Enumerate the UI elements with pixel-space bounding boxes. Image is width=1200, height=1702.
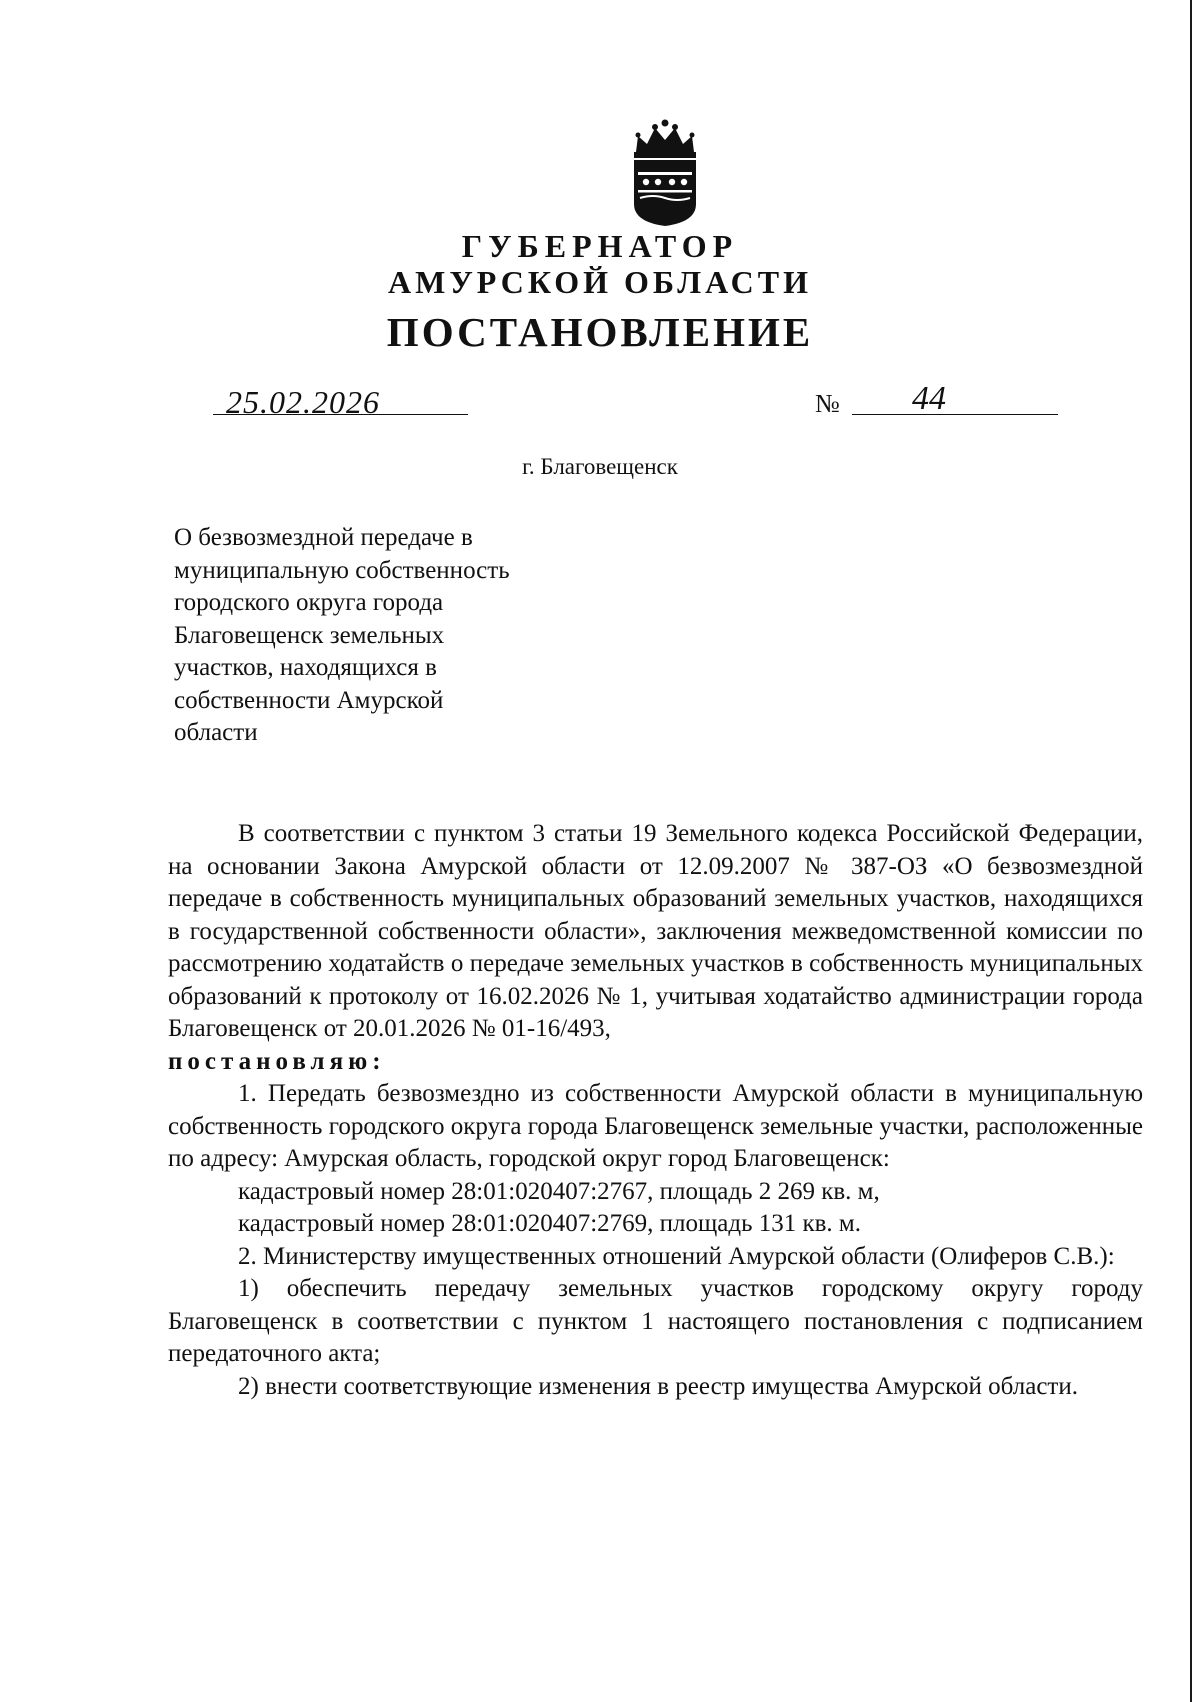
parcel-2-line: кадастровый номер 28:01:020407:2769, площадь 131 кв. м. <box>238 1210 861 1237</box>
number-underline <box>852 414 1058 415</box>
subject-line: Благовещенск земельных <box>174 621 445 649</box>
number-label: № <box>815 389 840 418</box>
subject-line: О безвозмездной передаче в <box>174 524 473 551</box>
amur-region-coat-of-arms-icon <box>628 118 702 228</box>
document-body <box>168 818 1143 1403</box>
document-number: 44 <box>912 380 946 417</box>
subject-line: городского округа города <box>174 589 444 616</box>
city-name: г. Благовещенск <box>522 454 678 479</box>
item-2-1-paragraph: 1) обеспечить передачу земельных участков городскому округу городу Благовещенск в соответствии с пунктом 1 настоящего постановления с подписанием передаточного акта; <box>168 1275 1143 1367</box>
issuer-title: ГУБЕРНАТОР <box>461 228 739 264</box>
date-underline <box>213 414 468 415</box>
preamble-paragraph: В соответствии с пунктом 3 статьи 19 Земельного кодекса Российской Федерации, на основании Закона Амурской области от 12.09.2007 № 387-ОЗ «О безвозмездной передаче в собственность муниципальных образований земельных участков, находящихся в государственной собственности области», заключения межведомственной комиссии по рассмотрению ходатайств о передаче земельных участков в собственность муниципальных образований к протоколу от 16.02.2026 № 1, учитывая ходатайство администрации города Благовещенск от 20.01.2026 № 01-16/493, <box>168 820 1143 1042</box>
subject-line: участков, находящихся в <box>174 654 437 681</box>
document-subject <box>174 522 574 750</box>
document-date: 25.02.2026 <box>226 384 380 420</box>
item-2-2-paragraph: 2) внести соответствующие изменения в реестр имущества Амурской области. <box>238 1372 1078 1400</box>
item-2-paragraph: 2. Министерству имущественных отношений Амурской области (Олиферов С.В.): <box>238 1242 1115 1270</box>
document-type: ПОСТАНОВЛЕНИЕ <box>386 309 814 355</box>
parcel-1-line: кадастровый номер 28:01:020407:2767, площадь 2 269 кв. м, <box>238 1177 880 1205</box>
subject-line: собственности Амурской <box>174 686 444 714</box>
subject-line: муниципальную собственность <box>174 556 510 584</box>
decree-word: постановляю: <box>168 1047 386 1075</box>
subject-line: области <box>174 719 258 746</box>
item-1-paragraph: 1. Передать безвозмездно из собственности Амурской области в муниципальную собственность городского округа города Благовещенск земельные участки, расположенные по адресу: Амурская область, городской округ город Благовещенск: <box>168 1080 1143 1172</box>
region-title: АМУРСКОЙ ОБЛАСТИ <box>388 264 812 300</box>
